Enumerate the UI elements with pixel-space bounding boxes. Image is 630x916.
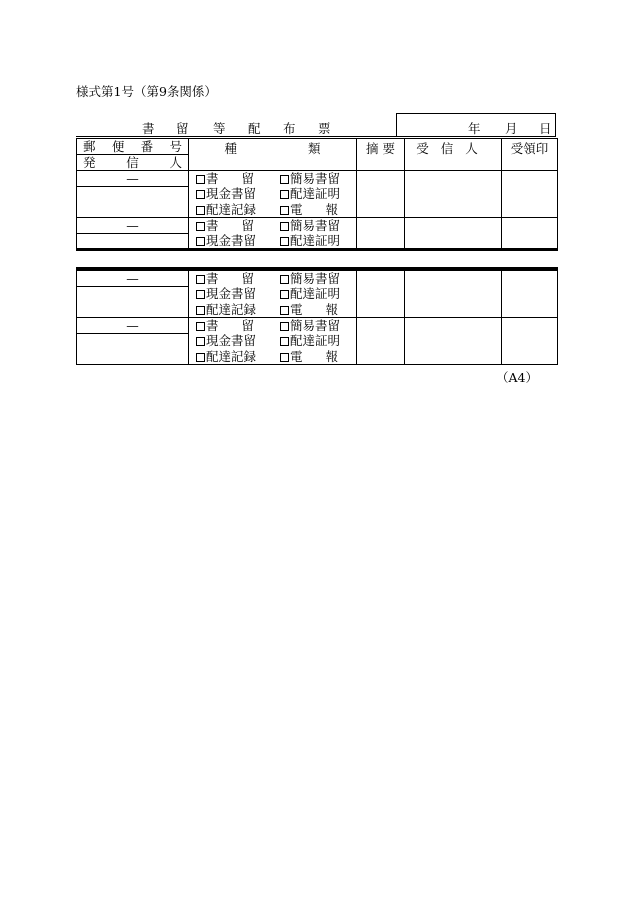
checkbox-simple-registered[interactable]: 簡易書留 xyxy=(280,171,340,186)
header-postal-code: 郵 便 番 号 xyxy=(83,139,182,154)
postal-code-field[interactable]: — xyxy=(77,218,188,234)
paper-size-label: （A4） xyxy=(496,370,538,385)
title-underline xyxy=(76,136,397,137)
table-row xyxy=(77,171,558,218)
checkbox-delivery-proof[interactable]: 配達証明 xyxy=(280,333,340,348)
recipient-cell[interactable] xyxy=(405,271,502,318)
receipt-seal-cell[interactable] xyxy=(502,318,558,365)
checkbox-registered[interactable]: 書 留 xyxy=(196,171,254,186)
summary-cell[interactable] xyxy=(357,171,405,218)
checkbox-registered[interactable]: 書 留 xyxy=(196,271,254,286)
title-char: 配 xyxy=(248,121,261,136)
postal-code-field[interactable]: — xyxy=(77,271,188,287)
postal-sender-cell[interactable] xyxy=(77,318,189,365)
checkbox-cash-registered[interactable]: 現金書留 xyxy=(196,286,256,301)
delivery-table-upper xyxy=(76,138,558,250)
checkbox-delivery-record[interactable]: 配達記録 xyxy=(196,349,256,364)
date-year-label: 年 xyxy=(468,121,481,136)
header-postal-sender xyxy=(77,139,189,171)
checkbox-registered[interactable]: 書 留 xyxy=(196,218,254,233)
checkbox-delivery-proof[interactable]: 配達証明 xyxy=(280,186,340,201)
postal-code-field[interactable]: — xyxy=(77,171,188,187)
kind-checklist xyxy=(189,171,357,218)
header-receipt-seal: 受領印 xyxy=(502,139,558,171)
recipient-cell[interactable] xyxy=(405,318,502,365)
table-row xyxy=(77,218,558,250)
checkbox-simple-registered[interactable]: 簡易書留 xyxy=(280,218,340,233)
table-row xyxy=(77,318,558,365)
kind-checklist xyxy=(189,271,357,318)
receipt-seal-cell[interactable] xyxy=(502,218,558,250)
checkbox-delivery-record[interactable]: 配達記録 xyxy=(196,202,256,217)
checkbox-delivery-proof[interactable]: 配達証明 xyxy=(280,233,340,248)
checkbox-delivery-record[interactable]: 配達記録 xyxy=(196,302,256,317)
title-char: 等 xyxy=(213,121,226,136)
recipient-cell[interactable] xyxy=(405,171,502,218)
postal-sender-cell[interactable] xyxy=(77,218,189,250)
checkbox-cash-registered[interactable]: 現金書留 xyxy=(196,333,256,348)
header-kind: 種 類 xyxy=(189,139,357,171)
kind-checklist xyxy=(189,218,357,250)
summary-cell[interactable] xyxy=(357,318,405,365)
header-recipient: 受信人 xyxy=(405,139,502,171)
form-reference: 様式第1号（第9条関係） xyxy=(76,84,217,99)
receipt-seal-cell[interactable] xyxy=(502,271,558,318)
kind-checklist xyxy=(189,318,357,365)
checkbox-registered[interactable]: 書 留 xyxy=(196,318,254,333)
postal-sender-cell[interactable] xyxy=(77,171,189,218)
title-char: 留 xyxy=(176,121,189,136)
checkbox-cash-registered[interactable]: 現金書留 xyxy=(196,186,256,201)
postal-sender-cell[interactable] xyxy=(77,271,189,318)
checkbox-delivery-proof[interactable]: 配達証明 xyxy=(280,286,340,301)
title-char: 票 xyxy=(318,121,331,136)
checkbox-telegram[interactable]: 電 報 xyxy=(280,202,338,217)
date-month-label: 月 xyxy=(505,121,518,136)
checkbox-telegram[interactable]: 電 報 xyxy=(280,349,338,364)
receipt-seal-cell[interactable] xyxy=(502,171,558,218)
recipient-cell[interactable] xyxy=(405,218,502,250)
checkbox-telegram[interactable]: 電 報 xyxy=(280,302,338,317)
checkbox-cash-registered[interactable]: 現金書留 xyxy=(196,233,256,248)
table-header xyxy=(77,139,558,171)
summary-cell[interactable] xyxy=(357,218,405,250)
header-sender: 発 信 人 xyxy=(77,154,188,170)
checkbox-simple-registered[interactable]: 簡易書留 xyxy=(280,318,340,333)
date-day-label: 日 xyxy=(539,121,552,136)
delivery-table-lower xyxy=(76,270,558,365)
cut-line-top xyxy=(76,248,558,251)
title-char: 書 xyxy=(142,121,155,136)
title-char: 布 xyxy=(283,121,296,136)
summary-cell[interactable] xyxy=(357,271,405,318)
table-row xyxy=(77,271,558,318)
header-summary: 摘 要 xyxy=(357,139,405,171)
postal-code-field[interactable]: — xyxy=(77,318,188,334)
checkbox-simple-registered[interactable]: 簡易書留 xyxy=(280,271,340,286)
date-field[interactable] xyxy=(396,113,556,137)
